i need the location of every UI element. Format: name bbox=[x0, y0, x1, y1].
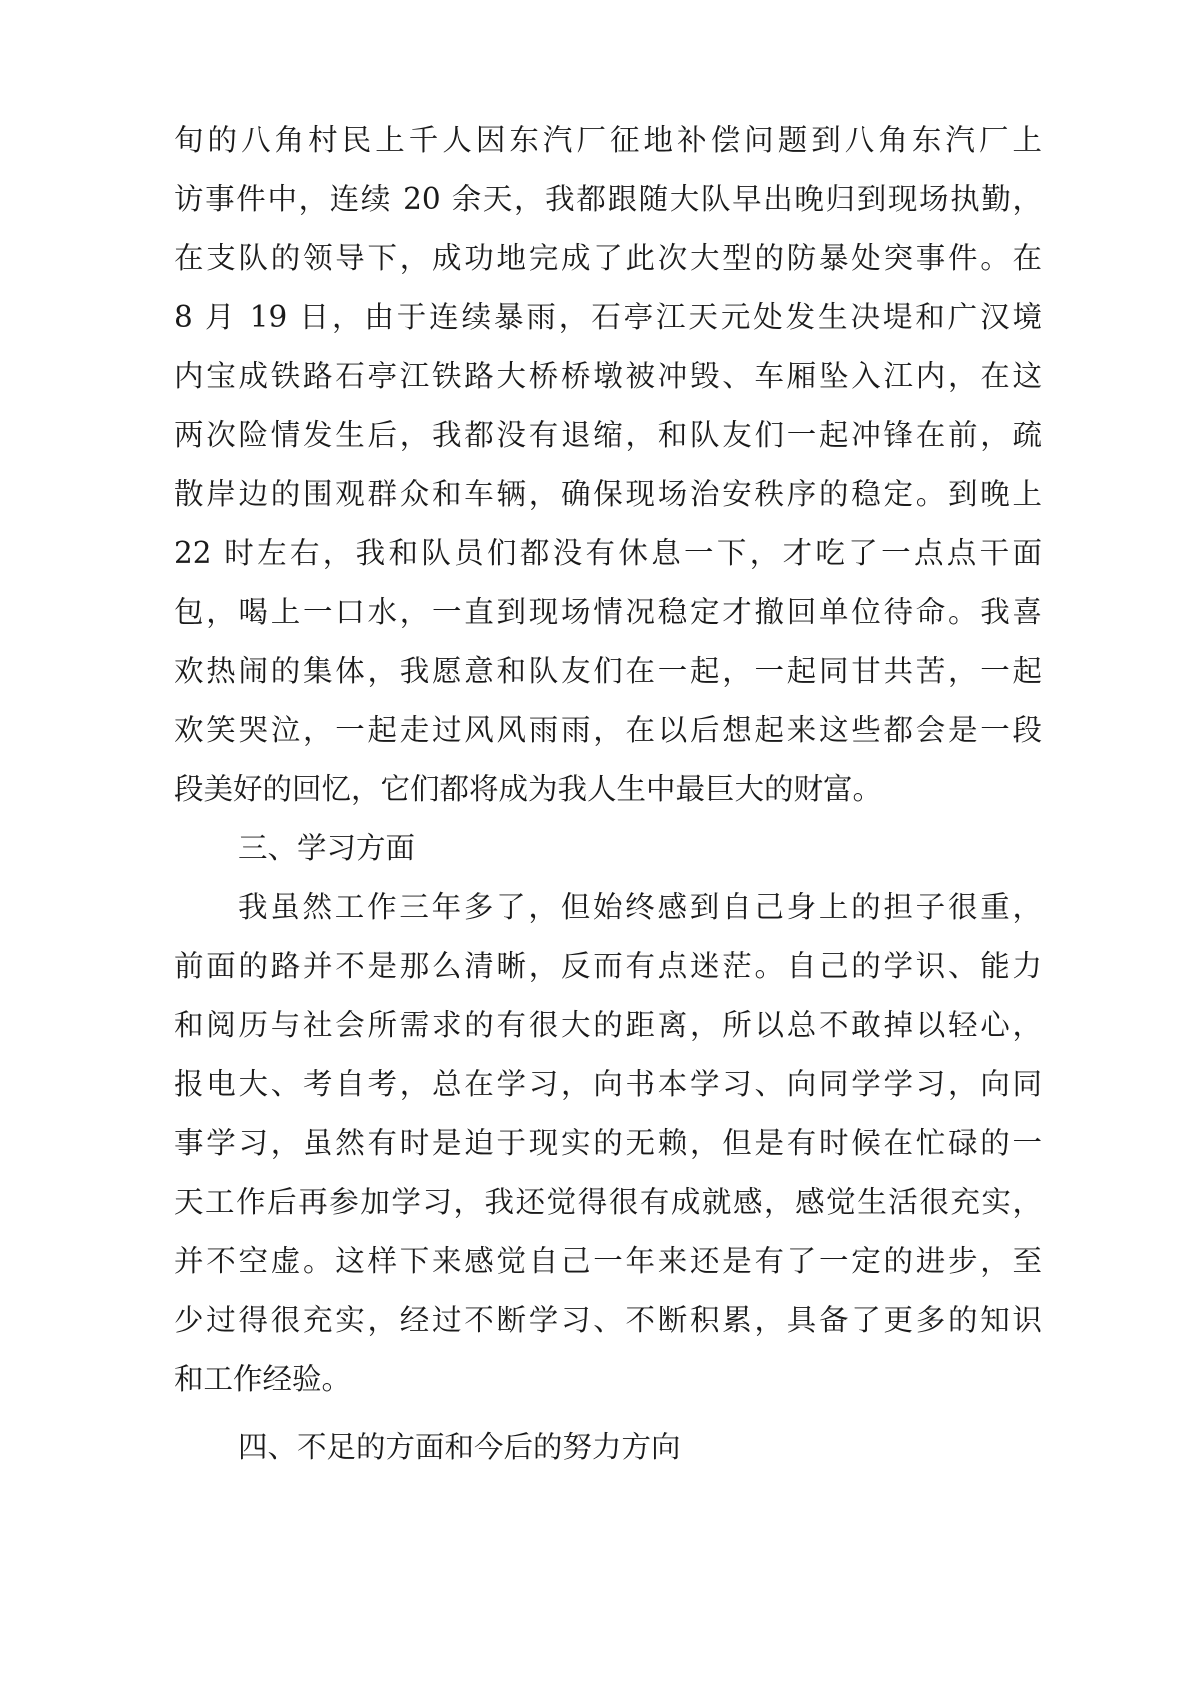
paragraph-line: 两次险情发生后，我都没有退缩，和队友们一起冲锋在前，疏 bbox=[174, 418, 1042, 452]
paragraph-line: 8 月 19 日，由于连续暴雨，石亭江天元处发生决堤和广汉境 bbox=[174, 300, 1042, 334]
paragraph-line: 前面的路并不是那么清晰，反而有点迷茫。自己的学识、能力 bbox=[174, 949, 1042, 983]
section-heading: 三、学习方面 bbox=[238, 831, 416, 865]
paragraph-line: 我虽然工作三年多了，但始终感到自己身上的担子很重， bbox=[238, 890, 1042, 924]
paragraph-line: 内宝成铁路石亭江铁路大桥桥墩被冲毁、车厢坠入江内，在这 bbox=[174, 359, 1042, 393]
section-heading: 四、不足的方面和今后的努力方向 bbox=[238, 1430, 681, 1464]
paragraph-line: 少过得很充实，经过不断学习、不断积累，具备了更多的知识 bbox=[174, 1303, 1042, 1337]
paragraph-line: 和阅历与社会所需求的有很大的距离，所以总不敢掉以轻心， bbox=[174, 1008, 1042, 1042]
paragraph-line: 欢热闹的集体，我愿意和队友们在一起，一起同甘共苦，一起 bbox=[174, 654, 1042, 688]
paragraph-line: 在支队的领导下，成功地完成了此次大型的防暴处突事件。在 bbox=[174, 241, 1042, 275]
paragraph-line: 22 时左右，我和队员们都没有休息一下，才吃了一点点干面 bbox=[174, 536, 1042, 570]
paragraph-line: 旬的八角村民上千人因东汽厂征地补偿问题到八角东汽厂上 bbox=[174, 123, 1042, 157]
paragraph-line: 段美好的回忆，它们都将成为我人生中最巨大的财富。 bbox=[174, 772, 883, 806]
paragraph-line: 报电大、考自考，总在学习，向书本学习、向同学学习，向同 bbox=[174, 1067, 1042, 1101]
paragraph-line: 事学习，虽然有时是迫于现实的无赖，但是有时候在忙碌的一 bbox=[174, 1126, 1042, 1160]
paragraph-line: 访事件中，连续 20 余天，我都跟随大队早出晚归到现场执勤， bbox=[174, 182, 1042, 216]
paragraph-line: 和工作经验。 bbox=[174, 1362, 352, 1396]
paragraph-line: 欢笑哭泣，一起走过风风雨雨，在以后想起来这些都会是一段 bbox=[174, 713, 1042, 747]
paragraph-line: 天工作后再参加学习，我还觉得很有成就感，感觉生活很充实， bbox=[174, 1185, 1042, 1219]
paragraph-line: 散岸边的围观群众和车辆，确保现场治安秩序的稳定。到晚上 bbox=[174, 477, 1042, 511]
paragraph-line: 包，喝上一口水，一直到现场情况稳定才撤回单位待命。我喜 bbox=[174, 595, 1042, 629]
paragraph-line: 并不空虚。这样下来感觉自己一年来还是有了一定的进步，至 bbox=[174, 1244, 1042, 1278]
